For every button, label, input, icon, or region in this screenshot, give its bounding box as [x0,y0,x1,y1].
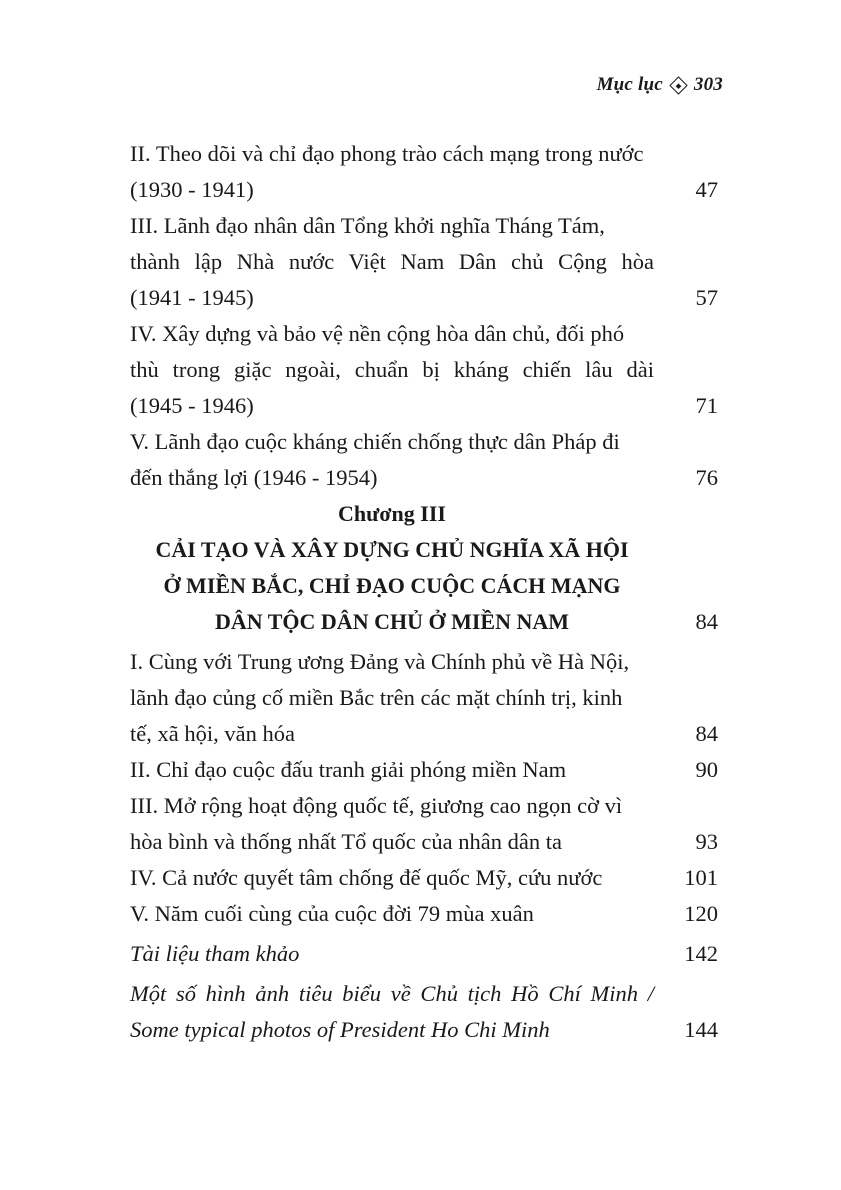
toc-line: Tài liệu tham khảo [130,941,300,966]
toc-entry-references[interactable] [130,936,718,972]
toc-entry-page: 93 [695,829,718,854]
toc-entry-page: 76 [695,465,718,490]
toc-entry-page: 84 [695,721,718,746]
toc-line: IV. Cả nước quyết tâm chống đế quốc Mỹ, cứu nước [130,865,603,890]
toc-entry-page: 90 [695,757,718,782]
toc-entry-page: 142 [684,941,718,966]
toc-line: tế, xã hội, văn hóa [130,721,295,746]
toc-entry-page: 101 [684,865,718,890]
toc-entry-page: 57 [695,285,718,310]
toc-entry-title [130,424,654,496]
toc-entry-title [130,752,654,788]
toc-line: đến thắng lợi (1946 - 1954) [130,465,378,490]
toc-line: V. Lãnh đạo cuộc kháng chiến chống thực dân Pháp đi [130,429,620,454]
chapter-title [130,532,654,640]
toc-line: IV. Xây dựng và bảo vệ nền cộng hòa dân chủ, đối phó [130,321,625,346]
toc-line: (1941 - 1945) [130,285,254,310]
chapter-title-line: CẢI TẠO VÀ XÂY DỰNG CHỦ NGHĨA XÃ HỘI [155,537,629,562]
toc-line: thành lập Nhà nước Việt Nam Dân chủ Cộng hòa [130,249,654,274]
running-header [597,74,723,96]
toc-entry-photos[interactable] [130,976,718,1048]
toc-entry[interactable] [130,860,718,896]
toc-entry-title [130,644,654,752]
toc-entry[interactable] [130,208,718,316]
toc-line: (1945 - 1946) [130,393,254,418]
toc-line: II. Theo dõi và chỉ đạo phong trào cách mạng trong nước [130,141,644,166]
chapter-title-line: Ở MIỀN BẮC, CHỈ ĐẠO CUỘC CÁCH MẠNG [163,573,621,598]
toc-entry-title [130,860,654,896]
chapter-page: 84 [695,609,718,634]
page-number: 303 [693,74,723,95]
toc-line: lãnh đạo củng cố miền Bắc trên các mặt chính trị, kinh [130,685,623,710]
toc-entry-page: 120 [684,901,718,926]
toc-line: II. Chỉ đạo cuộc đấu tranh giải phóng miền Nam [130,757,567,782]
toc-line: (1930 - 1941) [130,177,254,202]
toc-entry-page: 71 [695,393,718,418]
toc-line: thù trong giặc ngoài, chuẩn bị kháng chiến lâu dài [130,357,654,382]
toc-line: hòa bình và thống nhất Tổ quốc của nhân dân ta [130,829,562,854]
toc-line: III. Lãnh đạo nhân dân Tổng khởi nghĩa Tháng Tám, [130,213,605,238]
chapter-title-line: DÂN TỘC DÂN CHỦ Ở MIỀN NAM [214,609,570,634]
toc-line: I. Cùng với Trung ương Đảng và Chính phủ về Hà Nội, [130,649,630,674]
toc-line: Some typical photos of President Ho Chi Minh [130,1017,550,1042]
toc-line: V. Năm cuối cùng của cuộc đời 79 mùa xuân [130,901,534,926]
diamond-icon [669,76,687,94]
toc-entry[interactable] [130,644,718,752]
toc-entry-title [130,976,654,1048]
toc-entry-title [130,316,654,424]
toc-entry[interactable] [130,316,718,424]
toc-entry[interactable] [130,752,718,788]
toc-entry-title [130,136,654,208]
toc-entry-title [130,208,654,316]
toc-entry-title [130,936,654,972]
chapter-label: Chương III [338,501,446,526]
chapter-heading[interactable] [130,532,718,640]
toc-entry-title [130,788,654,860]
toc-entry[interactable] [130,896,718,932]
toc-line: III. Mở rộng hoạt động quốc tế, giương cao ngọn cờ vì [130,793,623,818]
toc-line: Một số hình ảnh tiêu biểu về Chủ tịch Hồ Chí Minh / [130,981,654,1006]
toc-entry-title [130,896,654,932]
toc-entry[interactable] [130,136,718,208]
toc-entry-page: 144 [684,1017,718,1042]
section-title: Mục lục [596,74,663,95]
toc-entry-page: 47 [695,177,718,202]
table-of-contents [130,136,718,1048]
toc-entry[interactable] [130,788,718,860]
toc-entry[interactable] [130,424,718,496]
